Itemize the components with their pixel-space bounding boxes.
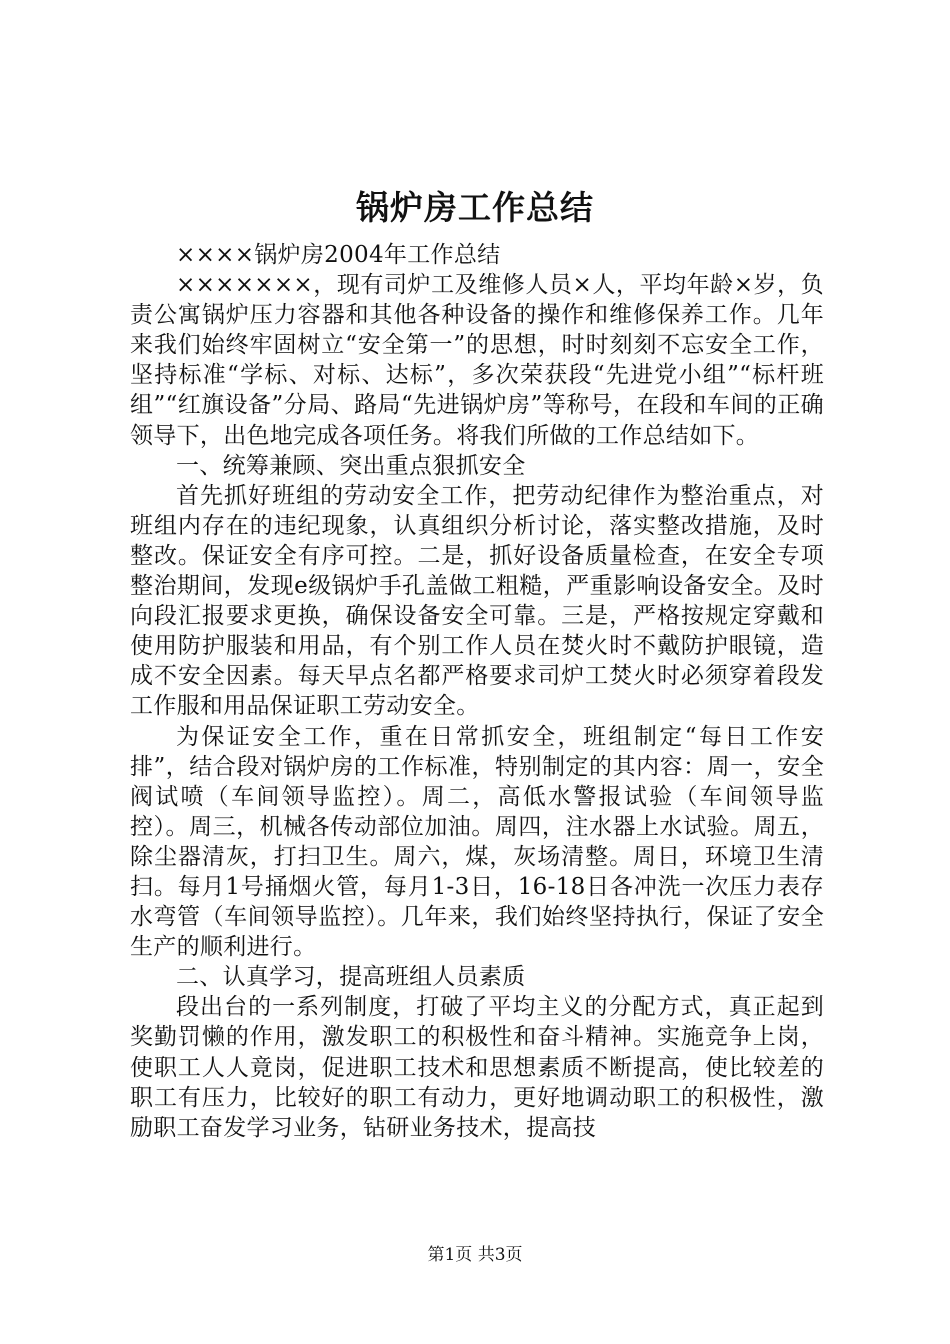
paragraph-training: 段出台的一系列制度，打破了平均主义的分配方式，真正起到奖勤罚懒的作用，激发职工的积极性和奋斗精神。实施竞争上岗，使职工人人竟岗，促进职工技术和思想素质不断提高，使比较差的职工有压力，比较好的职工有动力，更好地调动职工的积极性，激励职工奋发学习业务，钻研业务技术，提高技 (130, 994, 824, 1141)
paragraph-safety: 首先抓好班组的劳动安全工作，把劳动纪律作为整治重点，对班组内存在的违纪现象，认真组织分析讨论，落实整改措施，及时整改。保证安全有序可控。二是，抓好设备质量检查，在安全专项整治期间，发现e级锅炉手孔盖做工粗糙，严重影响设备安全。及时向段汇报要求更换，确保设备安全可靠。三是，严格按规定穿戴和使用防护服装和用品，有个别工作人员在焚火时不戴防护眼镜，造成不安全因素。每天早点名都严格要求司炉工焚火时必须穿着段发工作服和用品保证职工劳动安全。 (130, 482, 824, 720)
document-title: 锅炉房工作总结 (356, 188, 594, 227)
page-footer: 第1页 共3页 (427, 1245, 523, 1265)
section-heading-1: 一、统筹兼顾、突出重点狠抓安全 (176, 452, 526, 479)
paragraph-subtitle: ××××锅炉房2004年工作总结 (176, 242, 501, 268)
paragraph-daily-schedule: 为保证安全工作，重在日常抓安全，班组制定“每日工作安排”，结合段对锅炉房的工作标准，特别制定的其内容：周一，安全阀试喷（车间领导监控）。周二，高低水警报试验（车间领导监控）。周三，机械各传动部位加油。周四，注水器上水试验。周五，除尘器清灰，打扫卫生。周六，煤，灰场清整。周日，环境卫生清扫。每月1号捅烟火管，每月1-3日，16-18日各冲洗一次压力表存水弯管（车间领导监控）。几年来，我们始终坚持执行，保证了安全生产的顺利进行。 (130, 723, 824, 961)
document-body (130, 240, 824, 1143)
section-heading-2: 二、认真学习，提高班组人员素质 (176, 964, 526, 991)
paragraph-intro: ×××××××，现有司炉工及维修人员×人，平均年龄×岁，负责公寓锅炉压力容器和其他各种设备的操作和维修保养工作。几年来我们始终牢固树立“安全第一”的思想，时时刻刻不忘安全工作，坚持标准“学标、对标、达标”，多次荣获段“先进党小组”“标杆班组”“红旗设备”分局、路局“先进锅炉房”等称号，在段和车间的正确领导下，出色地完成各项任务。将我们所做的工作总结如下。 (130, 272, 824, 449)
